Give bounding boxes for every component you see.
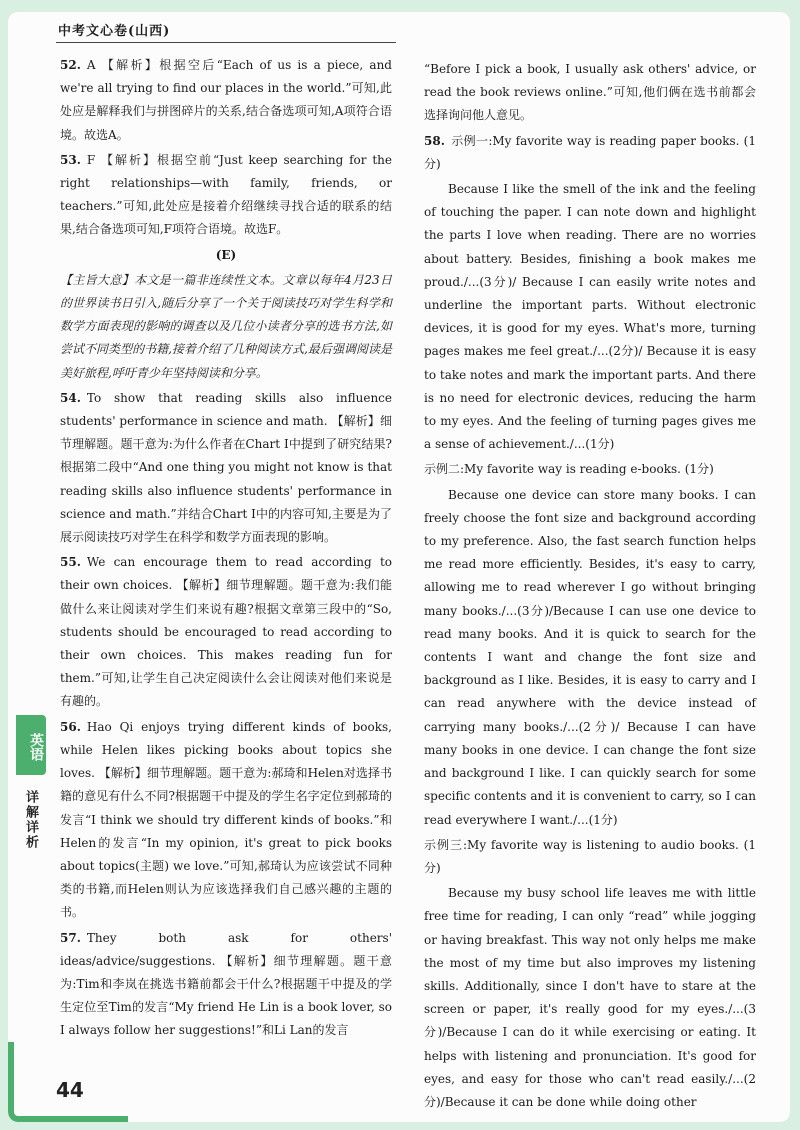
section-label: 详解详析 <box>23 790 38 850</box>
page-number: 44 <box>56 1078 84 1102</box>
right-column <box>424 58 756 1116</box>
main-idea: 【主旨大意】本文是一篇非连续性文本。文章以每年4月23日的世界读书日引入,随后分享了一个关于阅读技巧对学生科学和数学方面表现的影响的调查以及几位小读者分享的选书方法,如尝试不同类型的书籍,接着介绍了几种阅读方式,最后强调阅读是美好旅程,呼吁青少年坚持阅读和分享。 <box>60 272 392 380</box>
page-header: 中考文心卷(山西) <box>58 24 171 39</box>
example-2-body: Because one device can store many books. I can freely choose the font size and background according to my preference. Also, the fast search function helps me read more efficiently. Besides, it's easy to carry, allowing me to read wherever I go without bringing many books./...(3分)/Because I can use one device to read many books. And it is quick to search for the contents I want and change the font size and background as I like. Besides, it is easy to carry and I can read anywhere with the device instead of carrying many books./...(2分)/ Because I can have many books in one device. I can change the font size and background I like. I can quickly search for some specific contents and it is convenient to carry, so I can read everywhere I want./...(1分) <box>424 487 756 827</box>
example-2-title: 示例二:My favorite way is reading e-books. (1分) <box>424 462 714 477</box>
answer-53: 53. F 【解析】根据空前“Just keep searching for the right relationships—with family, friends, or teachers.”可知,此处应是接着介绍继续寻找合适的联系的结果,结合备选项可知,F项符合语境。故选F。 <box>60 152 392 237</box>
answer-52: 52. A 【解析】根据空后“Each of us is a piece, and we're all trying to find our places in the world.”可知,此处应是解释我们与拼图碎片的关系,结合备选项可知,A项符合语境。故选A。 <box>60 58 392 142</box>
header-rule <box>56 42 396 43</box>
answer-57-continued: “Before I pick a book, I usually ask others' advice, or read the book reviews online.”可知,他们俩在选书前都会选择询问他人意见。 <box>424 62 756 123</box>
left-column <box>60 54 392 1045</box>
answer-page <box>8 12 790 1122</box>
answer-54: 54. To show that reading skills also influence students' performance in science and math. 【解析】细节理解题。题干意为:为什么作者在Chart I中提到了研究结果?根据第二段中“And one thing you might not know is that reading skills also influence students' performance in science and math.”并结合Chart I中的内容可知,主要是为了展示阅读技巧对学生在科学和数学方面表现的影响。 <box>60 390 392 545</box>
section-heading: (E) <box>215 247 237 262</box>
example-1-body: Because I like the smell of the ink and the feeling of touching the paper. I can note down and highlight the parts I love when reading. There are no worries about battery. Besides, finishing a book makes me proud./...(3分)/ Because I can easily write notes and underline the important parts. Without electronic devices, it is good for my eyes. What's more, turning pages makes me feel great./...(2分)/ Because it is easy to take notes and mark the important parts. And there is no need for electronic devices, reducing the harm to my eyes. And the feeling of turning pages gives me a sense of achievement./...(1分) <box>424 182 756 452</box>
answer-55: 55. We can encourage them to read according to their own choices. 【解析】细节理解题。题干意为:我们能做什么来让阅读对学生们来说有趣?根据文章第三段中的“So, students should be encouraged to read according to their own choices. This makes reading fun for them.”可知,让学生自己决定阅读什么会让阅读对他们来说是有趣的。 <box>60 555 392 709</box>
answer-57: 57. They both ask for others' ideas/advice/suggestions. 【解析】细节理解题。题干意为:Tim和李岚在挑选书籍前都会干什么?根据题干中提及的学生定位至Tim的发言“My friend He Lin is a book lover, so I always follow her suggestions!”和Li Lan的发言 <box>60 930 392 1038</box>
answer-58-example-1: 58. 示例一:My favorite way is reading paper books. (1分) <box>424 133 756 171</box>
example-3-title: 示例三:My favorite way is listening to audio books. (1分) <box>424 837 756 875</box>
example-3-body: Because my busy school life leaves me with little free time for reading, I can only “read” while jogging or having breakfast. This way not only helps me make the most of my time but also improves my listening skills. Additionally, since I don't have to stare at the screen or paper, it's really good for my eyes./...(3分)/Because I can do it while exercising or eating. It helps with listening and pronunciation. It's good for eyes, and easy for those who can't read easily./...(2分)/Because it can be done while doing other <box>424 886 756 1109</box>
subject-tab: 英语 <box>16 715 46 775</box>
answer-56: 56. Hao Qi enjoys trying different kinds of books, while Helen likes picking books about topics she loves. 【解析】细节理解题。题干意为:郝琦和Helen对选择书籍的意见有什么不同?根据题干中提及的学生名字定位到郝琦的发言“I think we should try different kinds of books.”和Helen的发言“In my opinion, it's great to pick books about topics(主题) we love.”可知,郝琦认为应该尝试不同种类的书籍,而Helen则认为应该选择我们自己感兴趣的主题的书。 <box>60 719 392 920</box>
